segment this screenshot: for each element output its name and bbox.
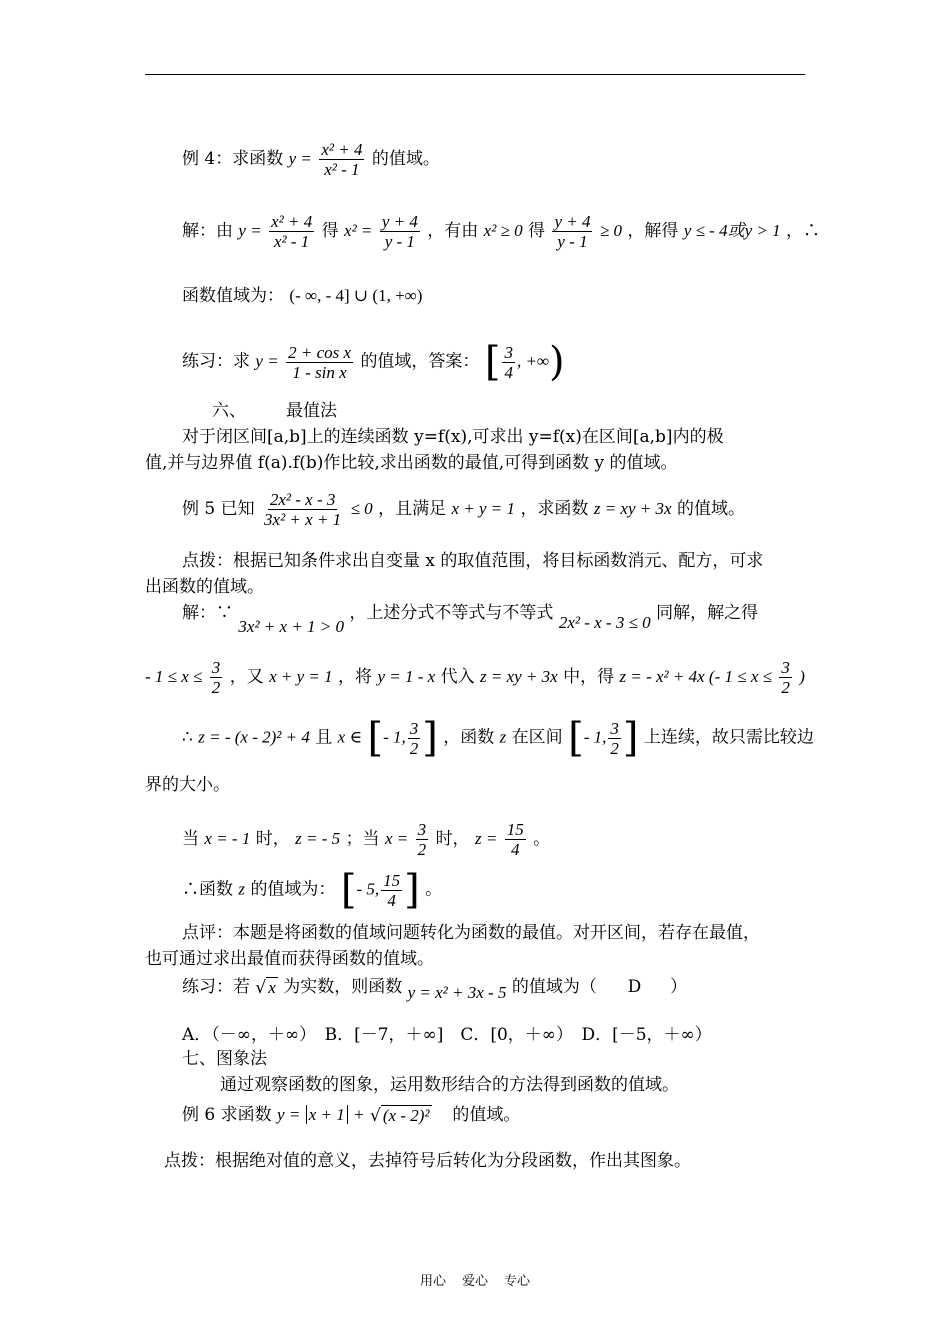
practice2-answer: D [627, 977, 642, 997]
example4-line: 例 4：求函数 y = $\frac{\text{x² + 4}}{\text{x² - 1}}$ 的值域。 [182, 140, 440, 179]
practice2-line: 练习：若 √ x 为实数，则函数 y = x² + 3x - 5 的值域为（ D ） [182, 977, 688, 1002]
example5-line: 例 5 已知 $\frac{\text{2x² - x - 3}}{\text{3x² + x + 1}}$ ≤ 0 ，且满足 x + y = 1 ，求函数 z = xy + 3x 的值域。 [182, 490, 745, 529]
para6-line2: 值,并与边界值 f(a).f(b)作比较,求出函数的最值,可得到函数 y 的值域。 [145, 453, 678, 473]
example4-fraction: $\frac{\text{x² + 4}}{\text{x² - 1}}$ [321, 140, 363, 179]
para7: 通过观察函数的图象，运用数形结合的方法得到函数的值域。 [220, 1075, 679, 1095]
header-rule [145, 74, 805, 75]
solution5-line5: 当 x = - 1 时， z = - 5 ；当 x = $\frac{3}{2}$ 时， z = $\frac{15}{4}$ 。 [182, 820, 551, 859]
hint6: 点拨：根据绝对值的意义，去掉符号后转化为分段函数，作出其图象。 [164, 1151, 691, 1171]
comment5-line1: 点评：本题是将函数的值域问题转化为函数的最值。对开区间，若存在最值， [182, 923, 760, 943]
solution5-line6: ∴函数 z 的值域为： [- 5, $\frac{15}{4}$ ] 。 [182, 867, 443, 913]
practice2-options: A．（－∞，＋∞） B．[－7，＋∞] C．[0，＋∞） D．[－5，＋∞） [182, 1025, 712, 1045]
solution4-line: 解：由 y = $\frac{\text{x² + 4}}{\text{x² - 1}}$ 得 x² = $\frac{y + 4}{y - 1}$ ，有由 x² ≥ 0 得 $\frac{y + 4}{y - 1}$ ≥ 0 ，解得 y ≤ - 4或y > 1 ，∴ [182, 212, 821, 251]
solution5-line2: - 1 ≤ x ≤ $\frac{3}{2}$ ，又 x + y = 1 ，将 y = 1 - x 代入 z = xy + 3x 中，得 z = - x² + 4x (- 1 ≤ x ≤ $\frac{3}{2}$ ) [145, 658, 805, 697]
section6-heading: 六、 最值法 [212, 401, 337, 421]
solution5-line3: ∴ z = - (x - 2)² + 4 且 x ∈ [- 1, $\frac{3}{2}$ ] ，函数 z 在区间 [- 1, $\frac{3}{2}$ ] 上连续，故只需比较边 [182, 715, 814, 761]
example6-line: 例 6 求函数 y = x + 1 + √ (x - 2)² 的值域。 [182, 1105, 521, 1126]
solution5-line4: 界的大小。 [145, 775, 230, 795]
hint5-line1: 点拨：根据已知条件求出自变量 x 的取值范围，将目标函数消元、配方，可求 [182, 551, 764, 571]
hint5-line2: 出函数的值域。 [145, 577, 264, 597]
range4-line: 函数值域为： (- ∞, - 4] ∪ (1, +∞) [182, 286, 423, 306]
solution5-line1: 解：∵ 3x² + x + 1 > 0 ，上述分式不等式与不等式 2x² - x - 3 ≤ 0 同解，解之得 [182, 603, 759, 636]
practice1-line: 练习：求 y = $\frac{\text{2 + cos x}}{\text{1 - sin x}}$ 的值域，答案： [ $\frac{3}{4}$ , +∞) [182, 339, 565, 385]
section7-heading: 七、图象法 [182, 1049, 267, 1069]
para6-line1: 对于闭区间[a,b]上的连续函数 y=f(x),可求出 y=f(x)在区间[a,b]内的极 [182, 427, 724, 447]
page-footer: 用心 爱心 专心 [419, 1274, 531, 1289]
comment5-line2: 也可通过求出最值而获得函数的值域。 [145, 949, 434, 969]
